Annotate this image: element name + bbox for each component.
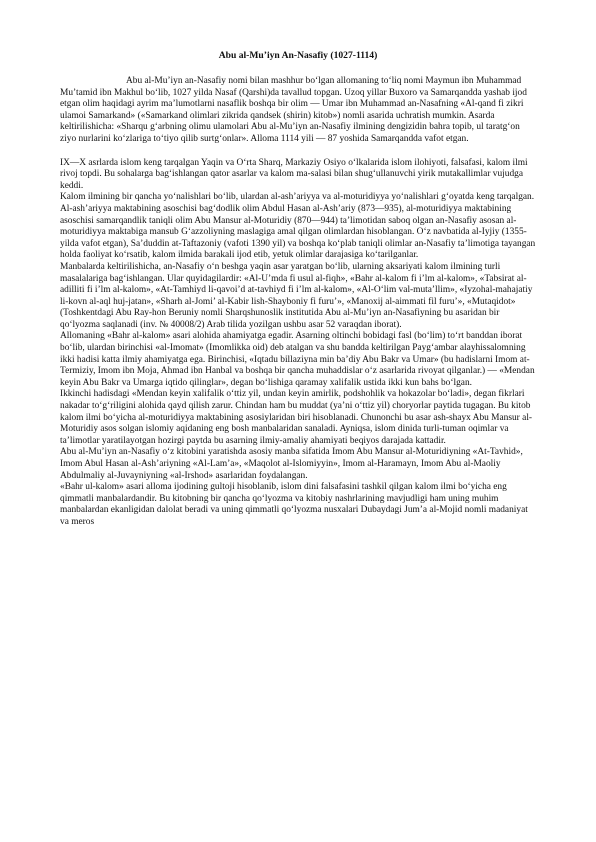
paragraph-sources: Abu al-Mu’iyn an-Nasafiy o‘z kitobini yaratishda asosiy manba sifatida Imom Abu Mansur al-Moturidiyning «At-Tavhid», Imom Abul Hasan al-Ash’ariyning «Al-Lam’a», «Maqolot al-Islomiyyin», Imom al-Haramayn, Imom Abu al-Maoliy Abdulmaliy al-Juvayniyning «al-Irshod» asarlaridan foydalangan. [60,447,523,481]
document-title: Abu al-Mu’iyn An-Nasafiy (1027-1114) [218,50,378,61]
paragraph-kalom-history: IX—X asrlarda islom keng tarqalgan Yaqin va O‘rta Sharq, Markaziy Osiyo o‘lkalarida islom ilohiyoti, falsafasi, kalom ilmi rivoj topdi. Bu sohalarga bag‘ishlangan qator asarlar va kalom ma-salasi bilan shug‘ullanuvchi yirik mutakallimlar vujudga keddi. [60,157,528,191]
paragraph-second-hadith: Ikkinchi hadisdagi «Mendan keyin xalifalik o‘ttiz yil, undan keyin amirlik, podshohlik va hokazolar bo‘ladi», degan fikrlari nakadar to‘g‘riligini alohida qayd qilish zarur. Chindan ham bu muddat (ya’ni o‘ttiz yil) choryorlar paytida tugagan. Bu kitob kalom ilmi bo‘yicha al-moturidiyya maktabining asosiylaridan biri hisoblanadi. Chunonchi bu asar ash-shayx Abu Mansur al-Moturidiy asos solgan islomiy aqidaning eng bosh manbalaridan sanaladi. Ayniqsa, islom dinida turli-tuman oqimlar va ta’limotlar yaratilayotgan hozirgi paytda bu asarning ilmiy-amaliy ahamiyati beqiyos darajada kattadir. [60,389,533,446]
paragraph-significance: «Bahr ul-kalom» asari alloma ijodining gultoji hisoblanib, islom dini falsafasini tashkil qilgan kalom ilmi bo‘yicha eng qimmatli manbalardandir. Bu kitobning bir qancha qo‘lyozma va kitobiy nashrlarining mavjudligi ham uning muhim manbalardan ekanligidan dalolat beradi va uning qimmatli qo‘lyozma nusxalari Dubaydagi Jum’a al-Mojid nomli madaniyat va meros [60,482,528,527]
paragraph-bahr-al-kalom: Allomaning «Bahr al-kalom» asari alohida ahamiyatga egadir. Asarning oltinchi bobidagi fasl (bo‘lim) to‘rt banddan iborat bo‘lib, ulardan birinchisi «al-Imomat» (Imomlikka oid) deb atalgan va shu bandda keltirilgan Payg‘ambar alayhissalomning ikki hadisi katta ilmiy ahamiyatga ega. Birinchisi, «Iqtadu billaziyna min ba’diy Abu Bakr va Umar» (bu hadislarni Imom at-Termiziy, Imom ibn Moja, Ahmad ibn Hanbal va boshqa bir qancha muhaddislar o‘z asarlarida rivoyat qilganlar.) — «Mendan keyin Abu Bakr va Umarga iqtido qilinglar», degan bo‘lishiga qaramay xalifalik ustida ikki kun bahs bo‘lgan. [60,331,535,388]
paragraph-kalom-schools: Kalom ilmining bir qancha yo‘nalishlari bo‘lib, ulardan al-ash’ariyya va al-moturidiyya yo‘nalishlari g‘oyatda keng tarqalgan. Al-ash’ariyya maktabining asoschisi bag‘dodlik olim Abdul Hasan al-Ash’ariy (873—935), al-moturidiyya maktabining asoschisi samarqandlik taniqli olim Abu Mansur al-Moturidiy (870—944) ta’limotidan saboq olgan an-Nasafiy asosan al-moturidiyya maktabiga mansub G‘azzoliyning maslagiga amal qilgan olimlardan hisoblangan. O‘z navbatida al-Iyjiy (1355- yilda vafot etgan), Sa’duddin at-Taftazoniy (vafoti 1390 yil) va boshqa ko‘plab taniqli olimlar an-Nasafiy ta’limotiga tayangan holda faoliyat ko‘rsatib, kalom ilmida barakali ijod etib, yetuk olimlar darajasiga ko‘tarilganlar. [60,192,536,261]
paragraph-biography: Abu al-Mu’iyn an-Nasafiy nomi bilan mashhur bo‘lgan allomaning to‘liq nomi Maymun ibn Muhammad Mu’tamid ibn Makhul bo‘lib, 1027 yilda Nasaf (Qarshi)da tavallud topgan. Uzoq yillar Buxoro va Samarqandda yashab ijod etgan olim haqidagi ayrim ma’lumotlarni nasaflik boshqa bir olim — Umar ibn Muhammad an-Nasafning «Al-qand fi zikri ulamoi Samarkand» («Samarkand olimlari zikrida qandsek (shirin) kitob») nomli asarida uchratish mumkin. Asarda keltirilishicha: «Sharqu g‘arbning olimu ulamolari Abu al-Mu’iyn an-Nasafiy ilmining dengizidin bahra topib, ul taratg‘on ziyo nurlarini ko‘zlariga to‘tiyo qilib surtg‘onlar». Alloma 1114 yili — 87 yoshida Samarqandda vafot etgan. [60,76,527,144]
paragraph-works-list: Manbalarda keltirilishicha, an-Nasafiy o‘n beshga yaqin asar yaratgan bo‘lib, ularning aksariyati kalom ilmining turli masalalariga bag‘ishlangan. Ular quyidagilardir: «Al-U’mda fi usul al-fiqh», «Bahr al-kalom fi i’lm al-kalom», «Tabsirat al-adilliti fi i’lm al-kalom», «At-Tamhiyd li-qavoi’d at-tavhiyd fi i’lm al-kalom», «Al-O‘lim val-muta’llim», «Iyzohal-mahajatiy li-kovn al-aql huj-jatan», «Sharh al-Jomi’ al-Kabir lish-Shayboniy fi furu’», «Manoxij al-aimmati fil furu’», «Mutaqidot» (Toshkentdagi Abu Ray-hon Beruniy nomli Sharqshunoslik institutida Abu al-Mu’iyn an-Nasafiyning bu asaridan bir qo‘lyozma saqlanadi (inv. № 40008/2) Arab tilida yozilgan ushbu asar 52 varaqdan iborat). [60,261,533,330]
